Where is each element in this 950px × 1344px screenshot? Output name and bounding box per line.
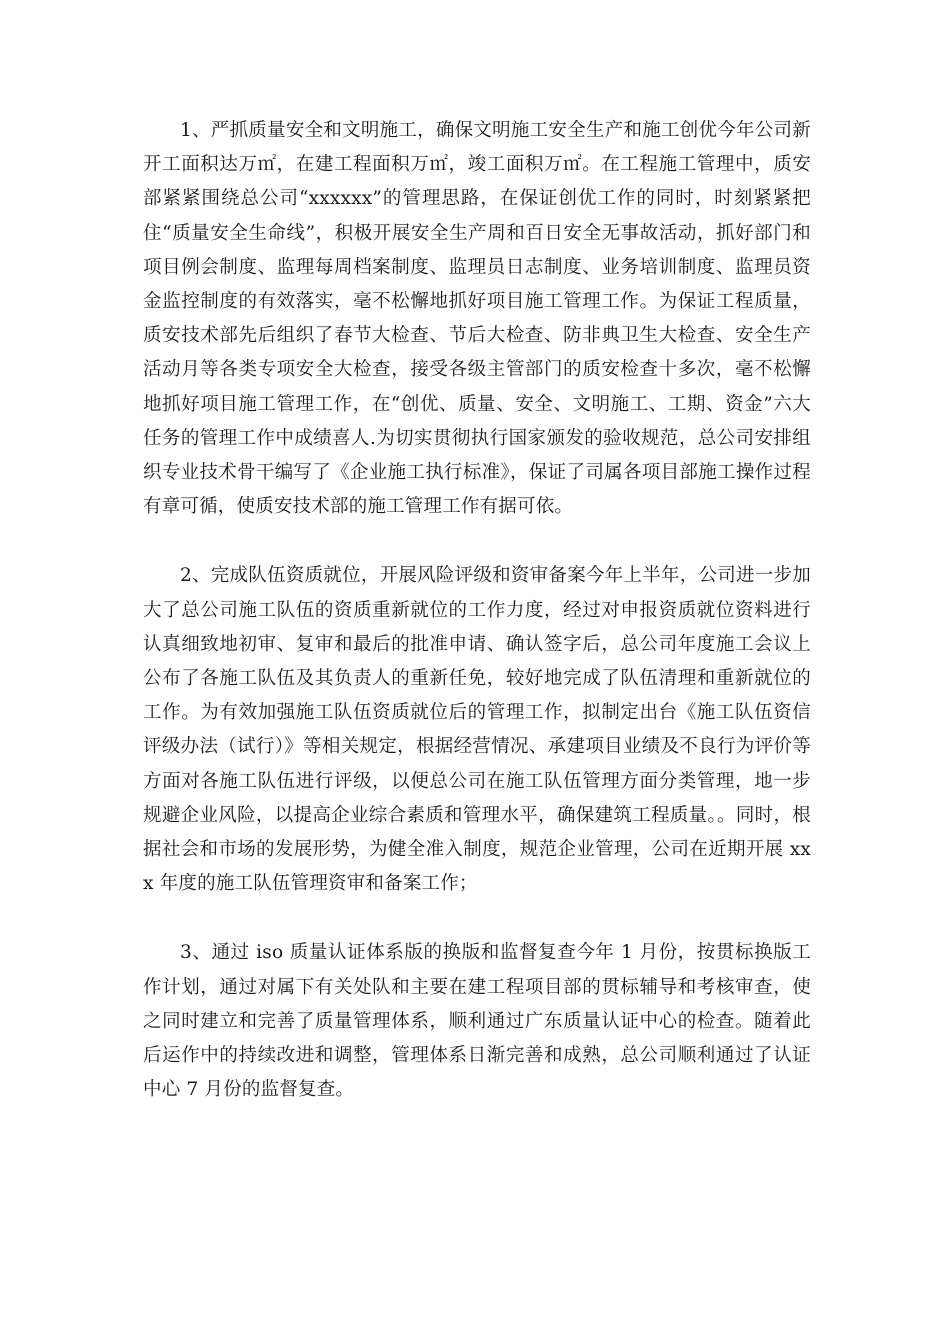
document-body: [143, 114, 811, 1107]
paragraph-3: 3、通过 iso 质量认证体系版的换版和监督复查今年 1 月份，按贯标换版工作计划，通过对属下有关处队和主要在建工程项目部的贯标辅导和考核审查，使之同时建立和完善了质量管理体系，顺利通过广东质量认证中心的检查。随着此后运作中的持续改进和调整，管理体系日渐完善和成熟，总公司顺利通过了认证中心 7 月份的监督复查。: [143, 942, 811, 1101]
paragraph-1: 1、严抓质量安全和文明施工，确保文明施工安全生产和施工创优今年公司新开工面积达万㎡，在建工程面积万㎡，竣工面积万㎡。在工程施工管理中，质安部紧紧围绕总公司“xxxxxx”的管理思路，在保证创优工作的同时，时刻紧紧把住“质量安全生命线”，积极开展安全生产周和百日安全无事故活动，抓好部门和项目例会制度、监理每周档案制度、监理员日志制度、业务培训制度、监理员资金监控制度的有效落实，毫不松懈地抓好项目施工管理工作。为保证工程质量，质安技术部先后组织了春节大检查、节后大检查、防非典卫生大检查、安全生产活动月等各类专项安全大检查，接受各级主管部门的质安检查十多次，毫不松懈地抓好项目施工管理工作，在“创优、质量、安全、文明施工、工期、资金”六大任务的管理工作中成绩喜人.为切实贯彻执行国家颁发的验收规范，总公司安排组织专业技术骨干编写了《企业施工执行标准》，保证了司属各项目部施工操作过程有章可循，使质安技术部的施工管理工作有据可依。: [143, 120, 811, 518]
paragraph-2: 2、完成队伍资质就位，开展风险评级和资审备案今年上半年，公司进一步加大了总公司施工队伍的资质重新就位的工作力度，经过对申报资质就位资料进行认真细致地初审、复审和最后的批准申请、确认签字后，总公司年度施工会议上公布了各施工队伍及其负责人的重新任免，较好地完成了队伍清理和重新就位的工作。为有效加强施工队伍资质就位后的管理工作，拟制定出台《施工队伍资信评级办法（试行）》等相关规定，根据经营情况、承建项目业绩及不良行为评价等方面对各施工队伍进行评级，以便总公司在施工队伍管理方面分类管理，地一步规避企业风险，以提高企业综合素质和管理水平，确保建筑工程质量。。同时，根据社会和市场的发展形势，为健全准入制度，规范企业管理，公司在近期开展 xxx 年度的施工队伍管理资审和备案工作；: [143, 565, 811, 895]
